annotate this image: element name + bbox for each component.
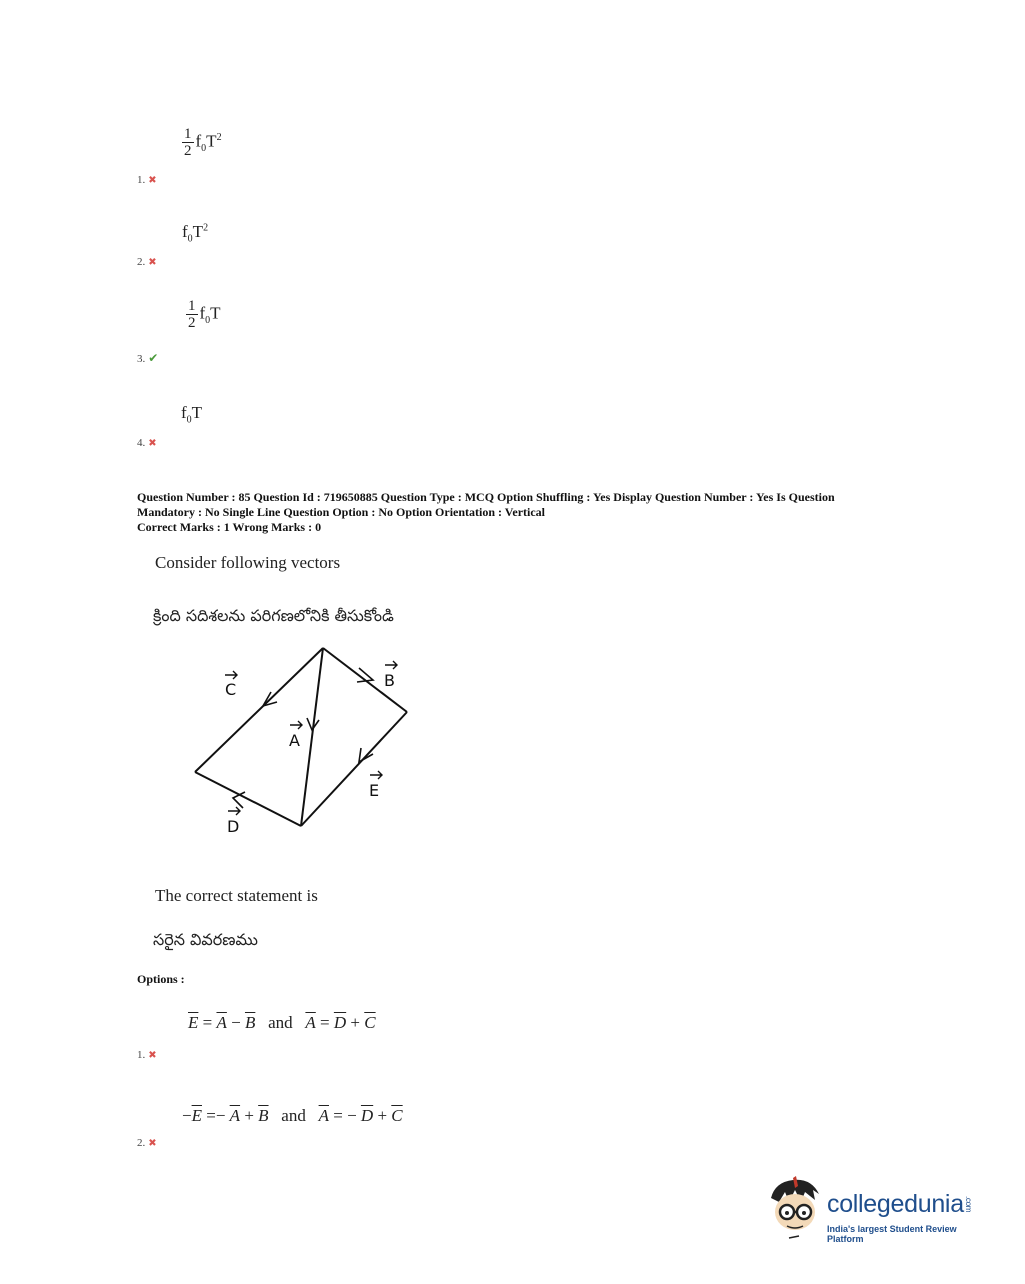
vector-label-a: A — [289, 731, 300, 750]
option-number: 3. — [137, 353, 146, 365]
collegedunia-logo — [765, 1176, 995, 1246]
option-number: 1. — [137, 174, 146, 186]
edge-d — [195, 772, 301, 826]
option-expression: $\frac{1}{2}$ $f_0T^2$ — [184, 126, 222, 159]
edge-e — [301, 712, 407, 826]
logo-tagline: India's largest Student Review Platform — [827, 1224, 957, 1244]
option-number: 4. — [137, 437, 146, 449]
statement-en: The correct statement is — [155, 886, 318, 905]
cross-icon: ✖ — [148, 257, 157, 268]
options-label: Options : — [137, 972, 185, 986]
question-text-en: Consider following vectors — [155, 553, 341, 572]
vector-label-d: D — [227, 817, 240, 836]
logo-wordmark: collegedunia.com — [827, 1190, 973, 1218]
question-text-te: క్రింది సదిశలను పరిగణలోనికి తీసుకోండి — [153, 606, 394, 625]
option-number: 2. — [137, 1137, 146, 1149]
arrow-d — [233, 792, 245, 808]
check-icon: ✔ — [148, 351, 159, 365]
edge-c — [195, 648, 323, 772]
vector-figure — [185, 640, 420, 840]
vector-label-b: B — [384, 671, 395, 690]
option-number: 2. — [137, 256, 146, 268]
cross-icon: ✖ — [148, 1138, 157, 1149]
question-meta: Question Number : 85 Question Id : 719650885 Question Type : MCQ Option Shuffling : Yes Display Question Number : Yes Is Question Mandatory : No Single Line Question Option : No Option Orientation : Vertical Correct Marks : 1 Wrong Marks : 0 — [137, 490, 835, 534]
option-expression: $-\overline{E} =- \overline{A} + \overline{B}$ and $\overline{A}$ = − $\overline{D} + \overline{C}$ — [182, 1106, 403, 1125]
diagonal-a — [301, 648, 323, 826]
option-expression: $\overline{E} = \overline{A} - \overline{B}$ and $\overline{A} = \overline{D} + \overline{C}$ — [188, 1013, 376, 1032]
option-expression: $\frac{1}{2}$ $f_0T$ — [188, 298, 221, 331]
cross-icon: ✖ — [148, 175, 157, 186]
logo-suffix: .com — [963, 1195, 973, 1212]
option-number: 1. — [137, 1049, 146, 1061]
mascot-icon — [765, 1176, 825, 1240]
option-expression: $f_0T^2$ — [182, 222, 209, 245]
option-expression: $f_0T$ — [181, 403, 203, 426]
vector-label-e: E — [369, 781, 380, 800]
cross-icon: ✖ — [148, 438, 157, 449]
statement-te: సరైన వివరణము — [153, 930, 258, 949]
vector-label-c: C — [225, 680, 237, 699]
cross-icon: ✖ — [148, 1050, 157, 1061]
